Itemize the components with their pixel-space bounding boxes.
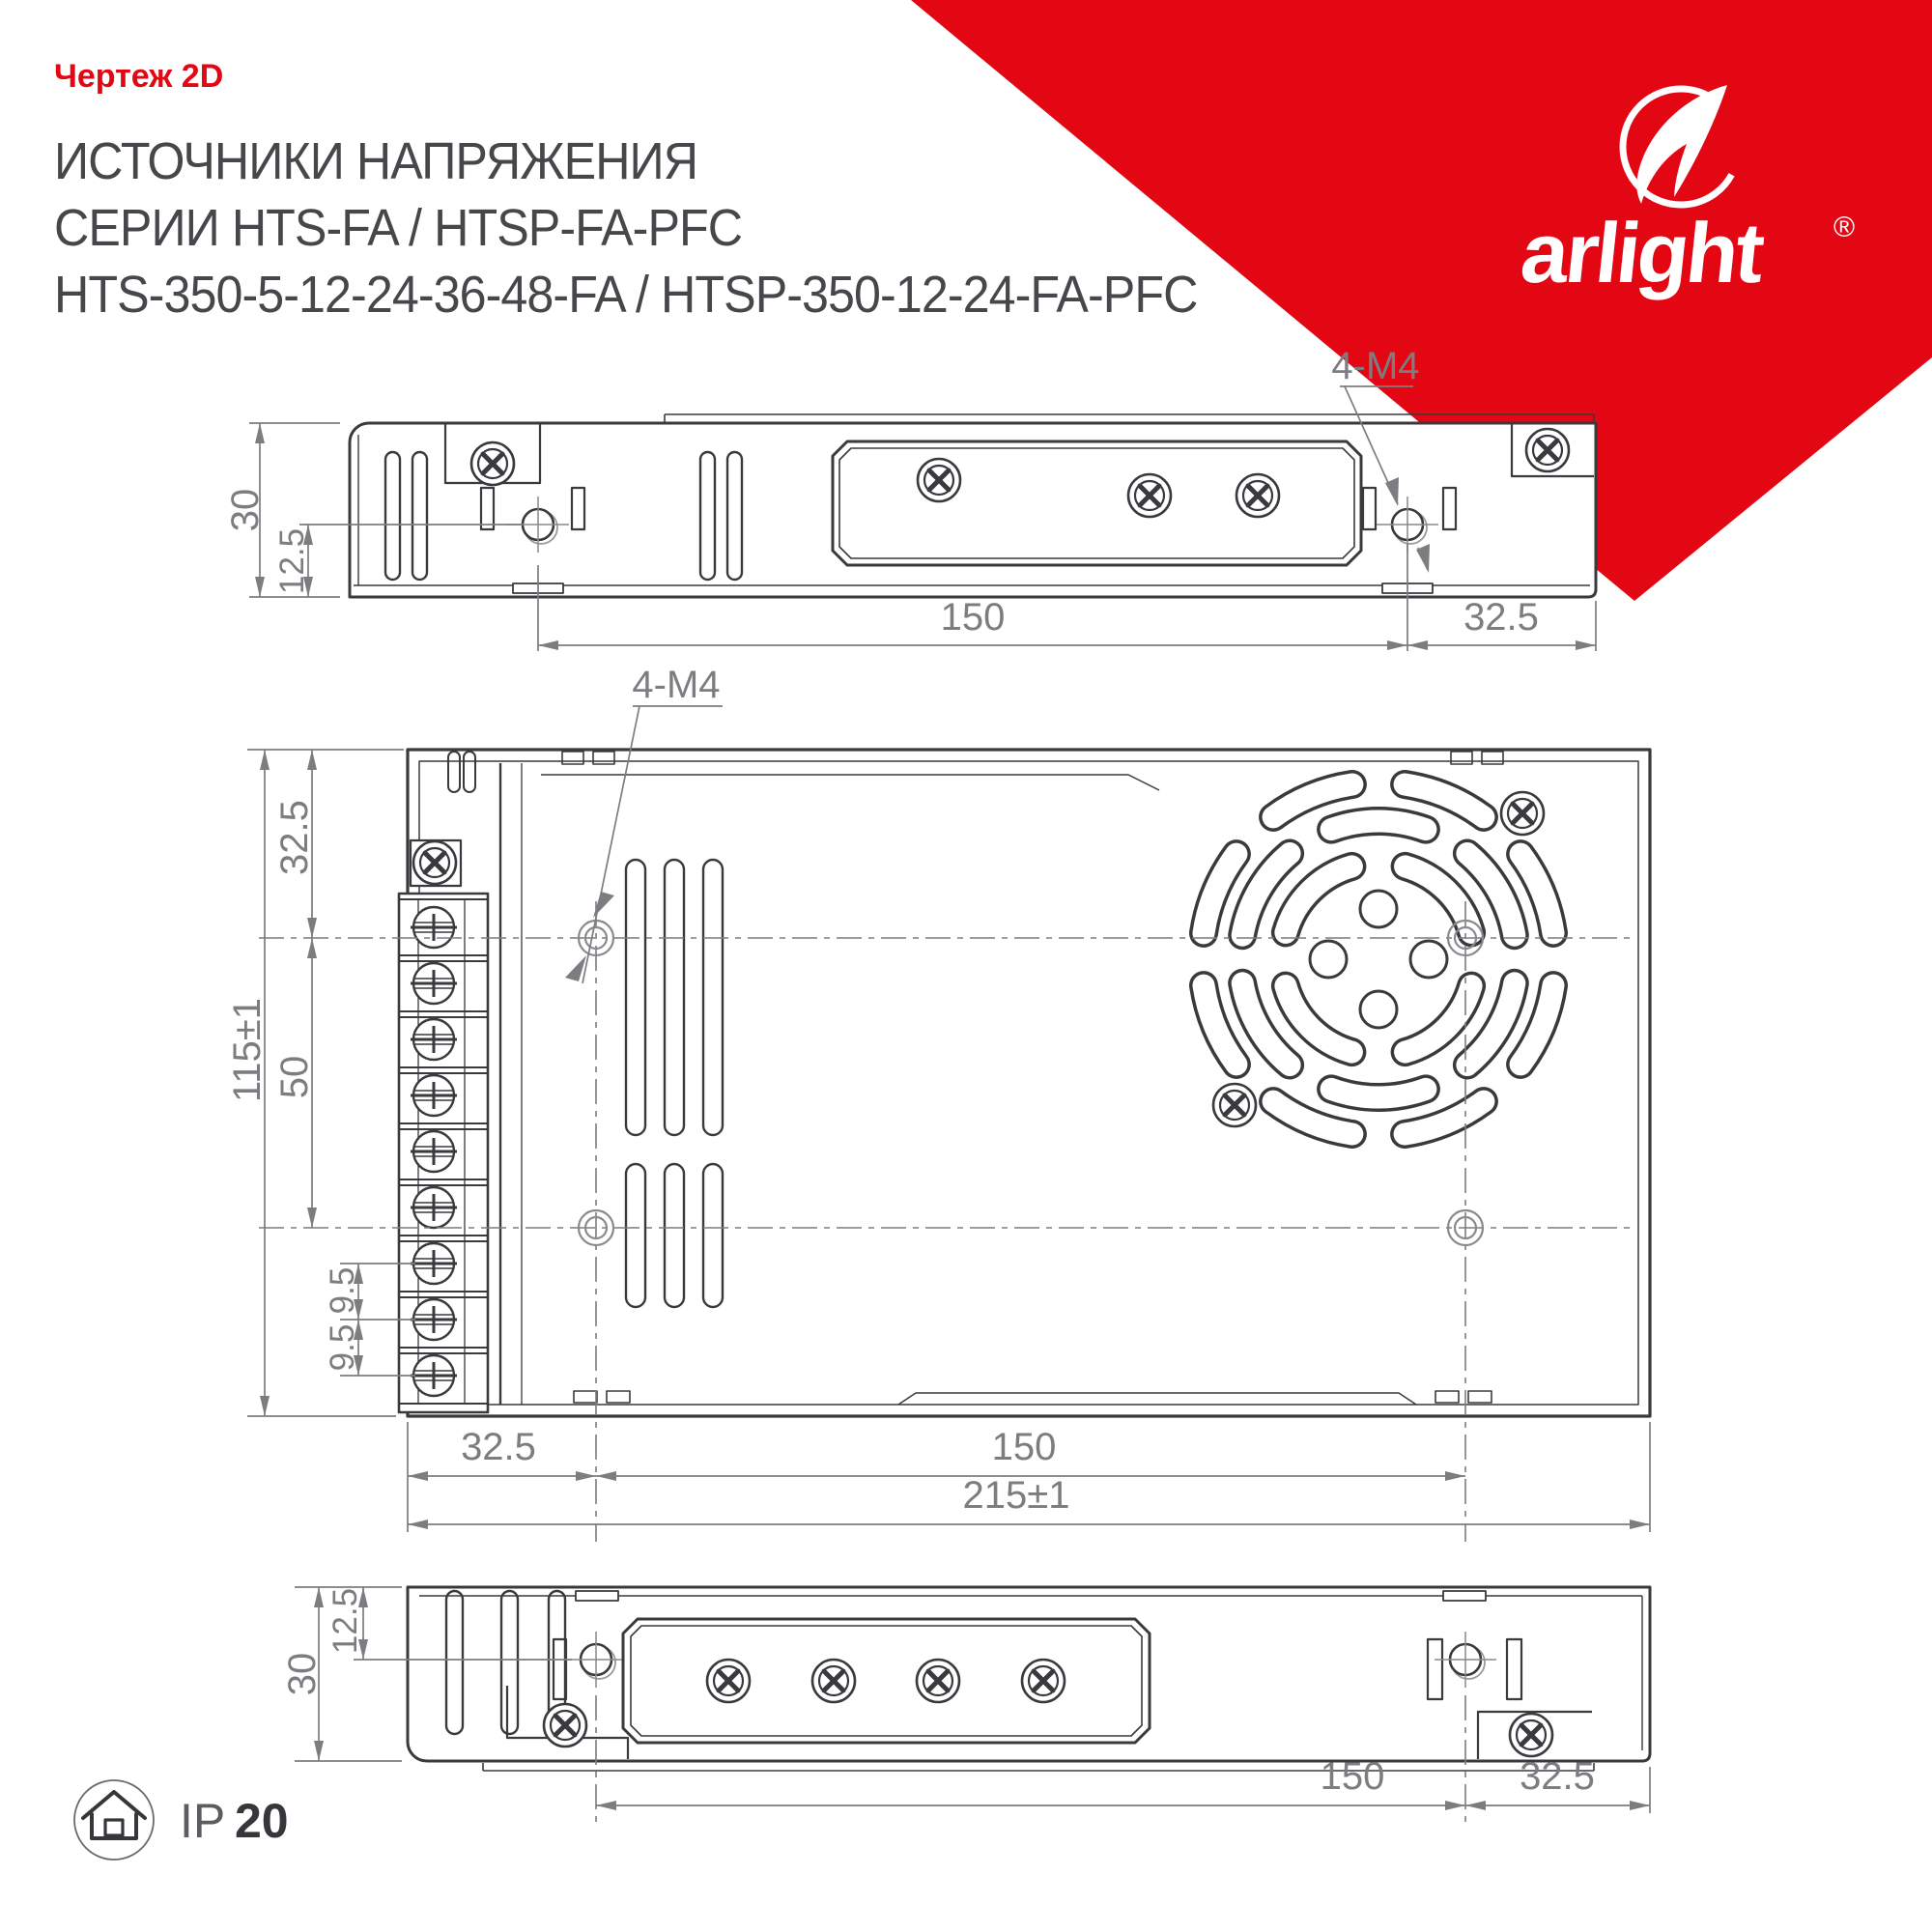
recessed-panel — [833, 441, 1361, 565]
dim-bottom-hole-span: 150 — [1320, 1755, 1385, 1798]
dim-plan-hole-gap: 50 — [273, 1055, 316, 1099]
screw-icon — [1213, 1084, 1256, 1126]
dim-top-edge-offset: 32.5 — [1463, 596, 1539, 639]
title-line-3: HTS-350-5-12-24-36-48-FA / HTSP-350-12-24-FA-PFC — [54, 266, 1198, 324]
thread-label: 4-M4 — [1331, 345, 1420, 387]
plan-view — [226, 664, 1650, 1542]
dim-plan-top-offset: 32.5 — [273, 800, 316, 875]
screw-icon — [1526, 429, 1569, 471]
dim-bottom-edge-offset: 32.5 — [1520, 1755, 1595, 1798]
screw-icon — [1128, 474, 1171, 517]
dim-plan-height: 115±1 — [226, 998, 269, 1102]
header — [54, 58, 1284, 328]
dim-plan-hole-span: 150 — [991, 1426, 1057, 1468]
bottom-view — [281, 1587, 1650, 1824]
dim-plan-pitch1: 9.5 — [324, 1266, 361, 1315]
title-line-1: ИСТОЧНИКИ НАПРЯЖЕНИЯ — [54, 132, 698, 190]
title-line-2: СЕРИИ HTS-FA / HTSP-FA-PFC — [54, 199, 743, 257]
ip-value: 20 — [235, 1794, 289, 1848]
screw-icon — [1022, 1660, 1065, 1702]
registered-mark: ® — [1833, 212, 1856, 243]
screw-icon — [707, 1660, 750, 1702]
ground-screw-icon — [413, 841, 456, 884]
screw-icon — [1501, 792, 1544, 835]
edge-tab — [576, 1591, 618, 1601]
screw-icon — [812, 1660, 855, 1702]
dim-top-hole-offset: 12.5 — [273, 527, 311, 595]
product-titles — [54, 128, 1197, 328]
dim-top-hole-span: 150 — [940, 596, 1006, 639]
recessed-panel — [623, 1619, 1150, 1743]
thread-label: 4-M4 — [632, 664, 721, 706]
screw-icon — [544, 1704, 586, 1747]
dim-plan-width: 215±1 — [962, 1474, 1070, 1517]
dim-bottom-height: 30 — [281, 1652, 324, 1696]
screw-icon — [917, 1660, 959, 1702]
ip-prefix: IP — [180, 1794, 226, 1848]
dim-bottom-hole-offset: 12.5 — [327, 1587, 364, 1655]
drawing-tag: Чертеж 2D — [54, 58, 224, 95]
dim-plan-pitch2: 9.5 — [324, 1323, 361, 1372]
screw-icon — [918, 459, 960, 501]
screw-icon — [1510, 1714, 1552, 1756]
bottom-lip — [483, 1763, 1594, 1771]
screw-icon — [1236, 474, 1279, 517]
screw-icon — [471, 442, 514, 485]
edge-tab — [1443, 1591, 1486, 1601]
dim-top-height: 30 — [224, 488, 267, 532]
house-indoor-icon — [83, 1792, 145, 1838]
brand-wordmark: arlight — [1517, 205, 1767, 300]
dim-plan-left-offset: 32.5 — [461, 1426, 536, 1468]
ip-badge — [74, 1780, 289, 1860]
terminal-strip — [399, 894, 488, 1412]
